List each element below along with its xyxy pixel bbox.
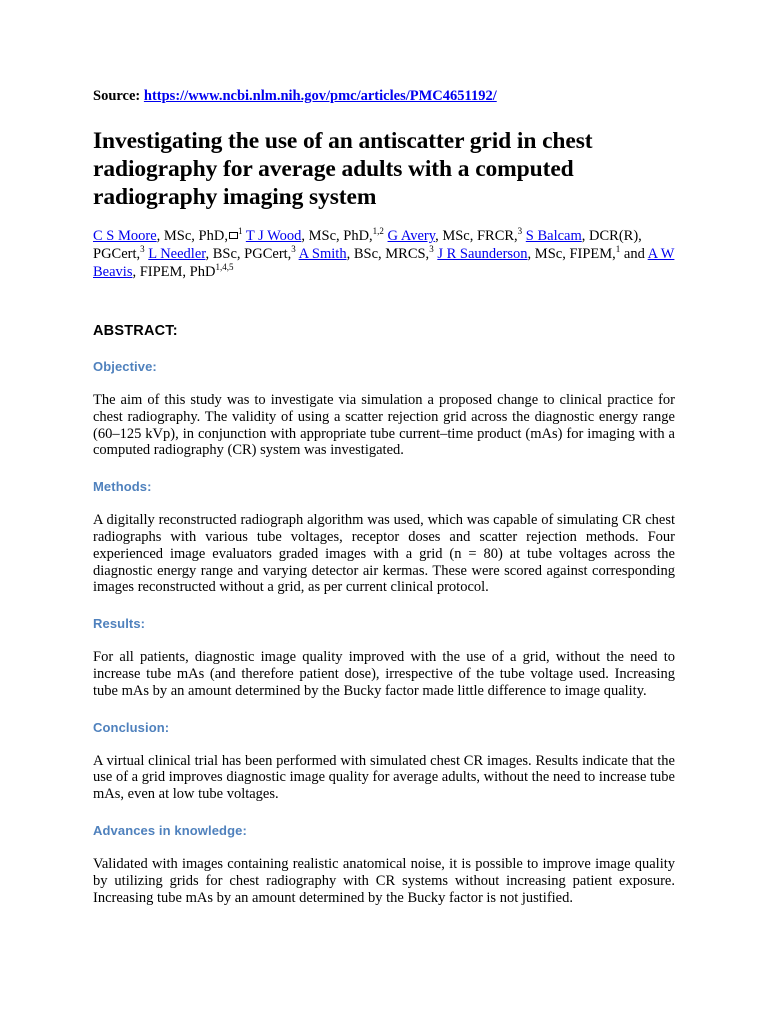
section-text-objective: The aim of this study was to investigate via simulation a proposed change to clinical practice for chest radiography. The validity of using a scatter rejection grid across the diagnostic energy range (60–125 kVp), in conjunction with appropriate tube current–time product (mAs) for imaging with a computed radiography (CR) system was investigated. [93,392,675,459]
author-affiliation: 1 [615,244,621,255]
section-heading-conclusion: Conclusion: [93,719,170,735]
document-page [93,88,675,906]
article-title: Investigating the use of an antiscatter grid in chest radiography for average adults with a computed radiography imaging system [93,128,593,210]
author-affiliation: 1,4,5 [215,262,234,273]
author-credentials: , MSc, PhD, [301,228,373,244]
section-text-methods: A digitally reconstructed radiograph algorithm was used, which was capable of simulating CR chest radiographs with various tube voltages, receptor doses and scatter rejection methods. Four experienced image evaluators graded images with a grid (n = 80) at tube voltages across the diagnostic energy range and varying detector air kermas. These were scored against corresponding images reconstructed without a grid, as per current clinical protocol. [93,512,675,596]
author-link[interactable]: A W Beavis [93,246,675,280]
author-credentials: , MSc, FIPEM, [527,246,616,262]
author-link[interactable]: G Avery [387,228,436,244]
section-text-advances: Validated with images containing realistic anatomical noise, it is possible to improve image quality by utilizing grids for chest radiography with CR systems without increasing patient exposure. Increasing tube mAs by an amount determined by the Bucky factor is not justified. [93,855,675,906]
envelope-icon[interactable] [229,232,238,239]
author-link[interactable]: S Balcam [525,228,582,244]
author-affiliation: 1,2 [372,226,384,237]
author-affiliation: 3 [291,244,296,255]
section-text-results: For all patients, diagnostic image quality improved with the use of a grid, without the need to increase tube mAs (and therefore patient dose), irrespective of the tube voltage used. Increasing tube mAs by an amount determined by the Bucky factor made little difference to image quality. [93,649,675,699]
section-text-conclusion: A virtual clinical trial has been performed with simulated chest CR images. Results indicate that the use of a grid improves diagnostic image quality for average adults, without the need to increase tube mAs, even at low tube voltages. [93,752,675,803]
source-line [93,88,675,105]
author-affiliation: 1 [237,226,243,237]
author-credentials: , MSc, FRCR, [435,228,518,244]
author-affiliation: 3 [429,244,434,255]
author-credentials: , FIPEM, PhD [132,264,216,280]
author-link[interactable]: L Needler [148,246,206,262]
author-credentials: , DCR(R), PGCert, [93,228,642,262]
section-heading-methods: Methods: [93,479,152,495]
source-link[interactable]: https://www.ncbi.nlm.nih.gov/pmc/articles/PMC4651192/ [143,88,497,104]
author-conjunction: and [623,246,645,262]
author-credentials: , BSc, PGCert, [205,246,292,262]
author-credentials: , BSc, MRCS, [346,246,430,262]
section-heading-advances: Advances in knowledge: [93,822,247,838]
author-link[interactable]: C S Moore [93,228,157,244]
author-credentials: , MSc, PhD, [156,228,228,244]
author-list [93,227,675,281]
section-heading-results: Results: [93,616,146,632]
abstract-heading: ABSTRACT: [93,323,178,339]
author-affiliation: 3 [517,226,523,237]
source-label: Source: [93,88,141,104]
author-link[interactable]: T J Wood [245,228,302,244]
author-affiliation: 3 [140,244,145,255]
section-heading-objective: Objective: [93,359,157,374]
author-link[interactable]: A Smith [298,246,347,262]
author-link[interactable]: J R Saunderson [437,246,528,262]
